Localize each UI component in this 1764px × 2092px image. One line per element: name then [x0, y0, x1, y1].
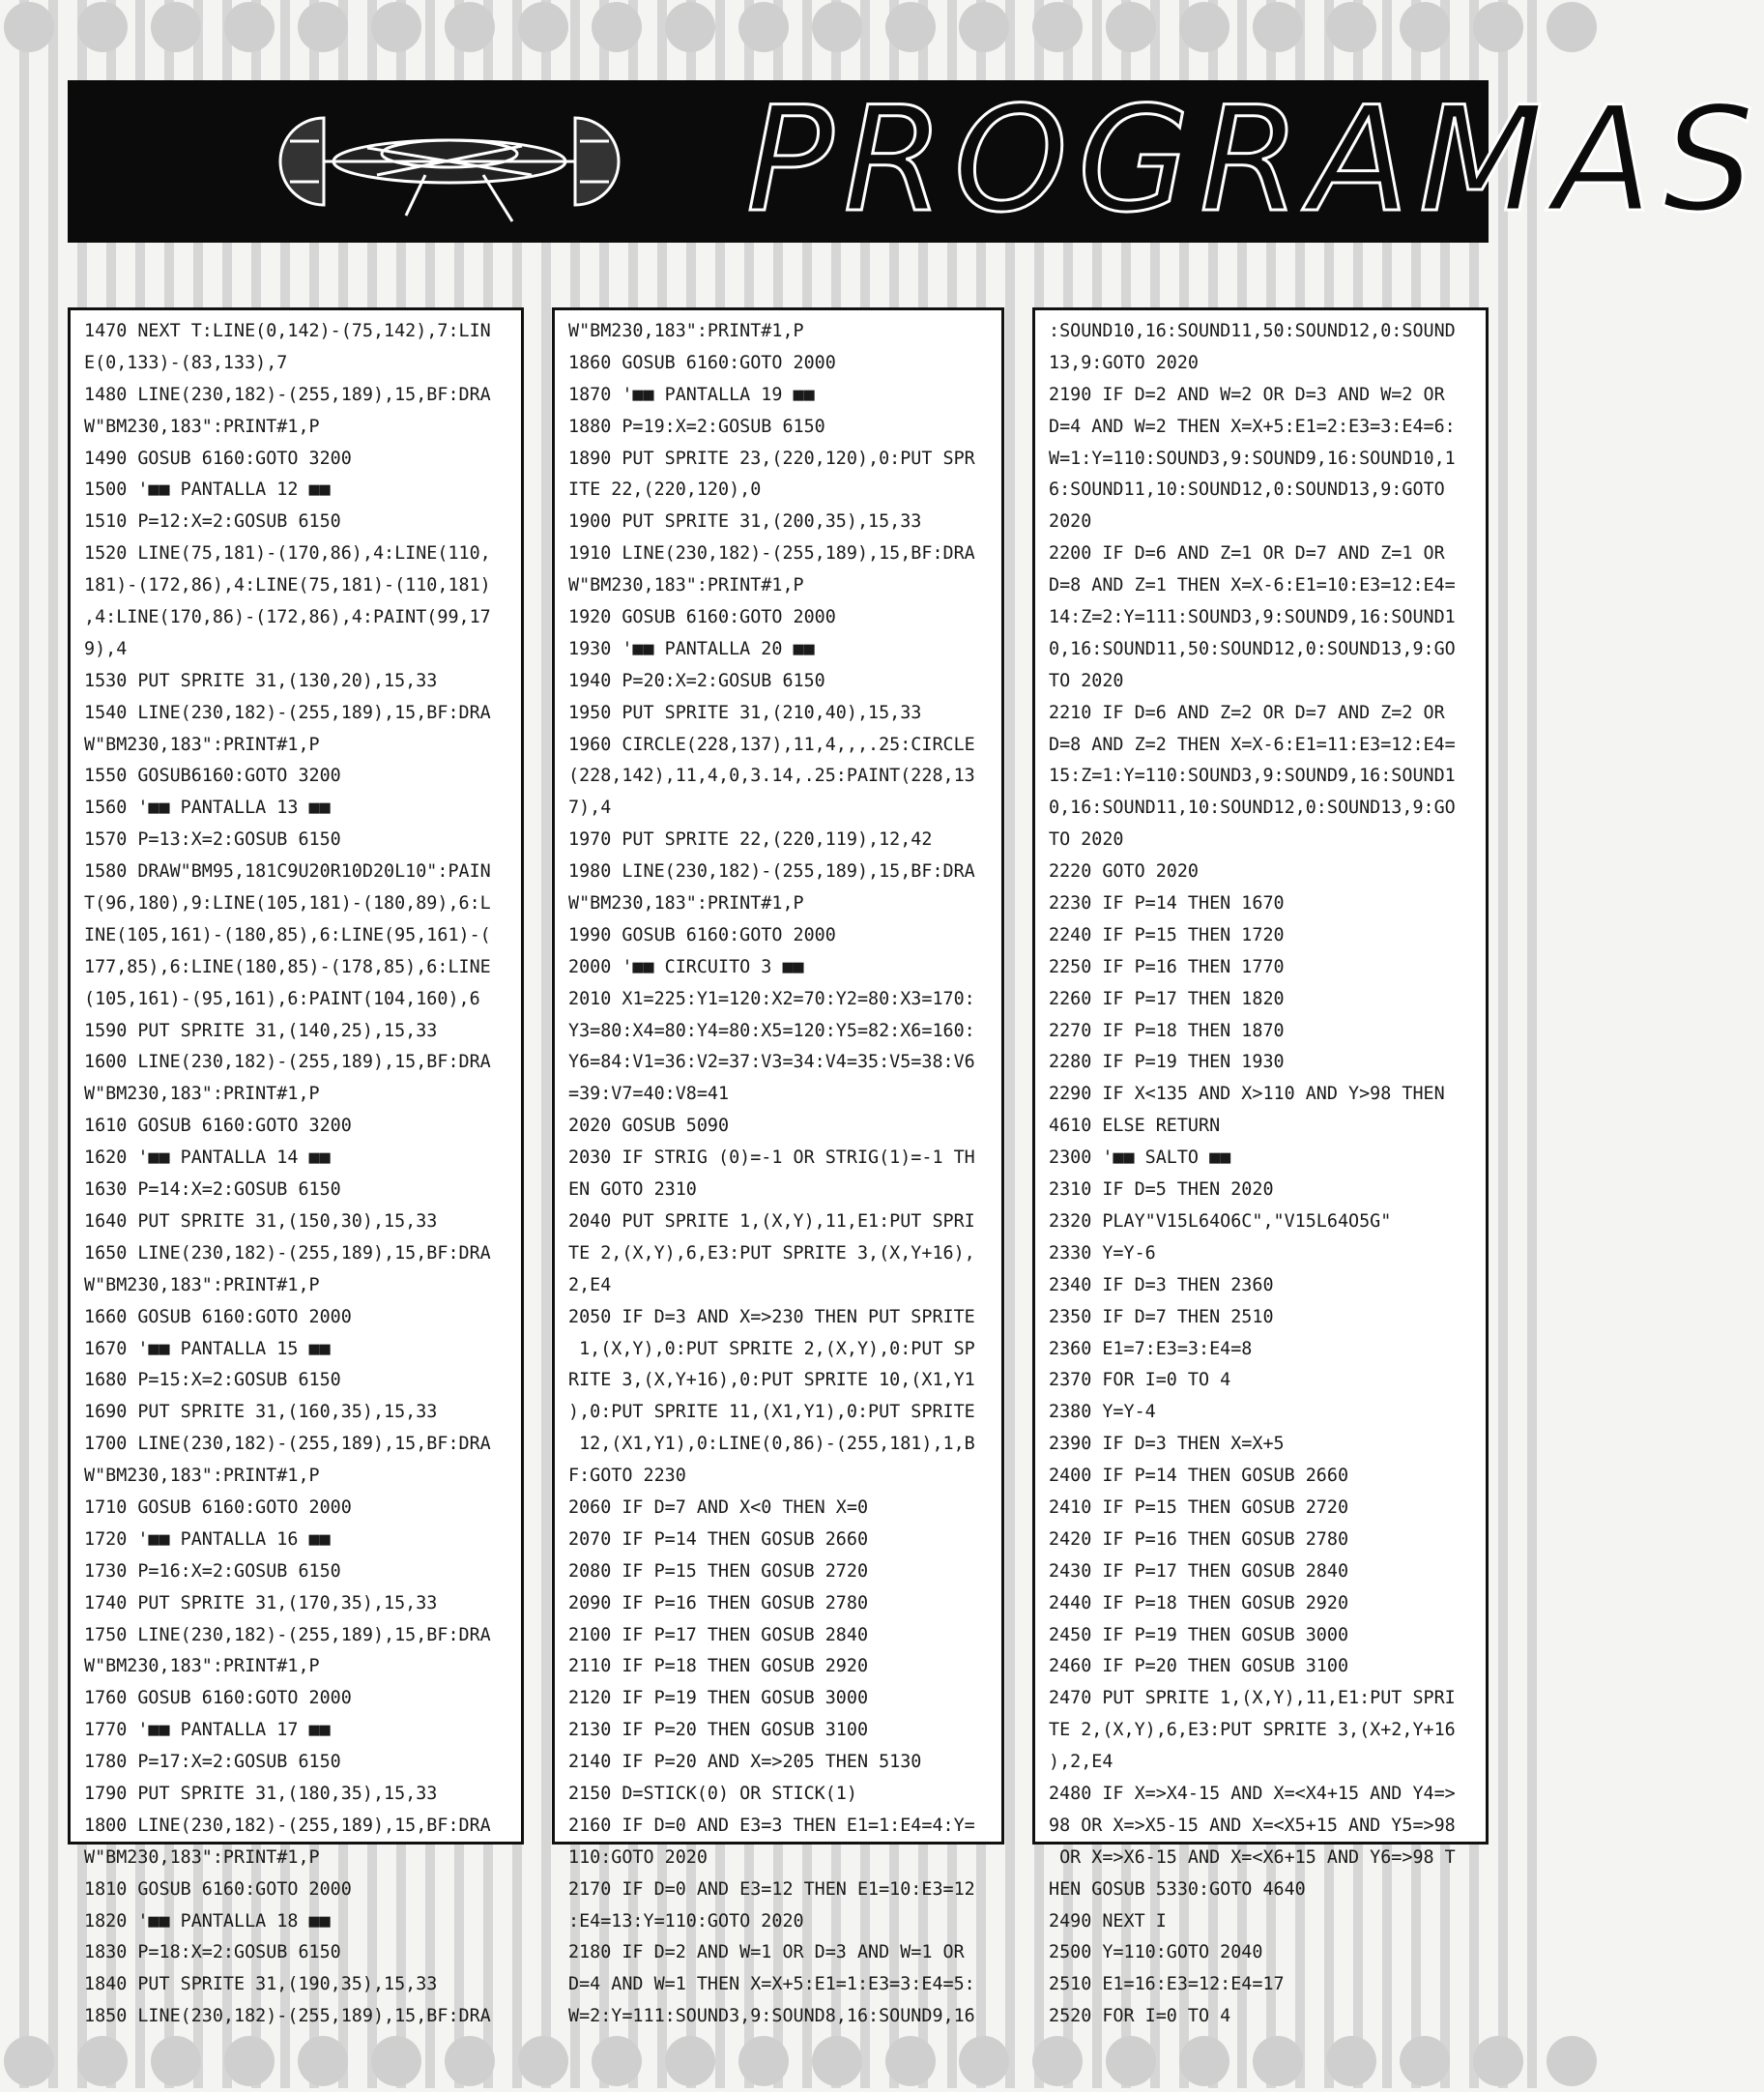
code-line: 2130 IF P=20 THEN GOSUB 3100: [568, 1720, 869, 1741]
code-line: 2010 X1=225:Y1=120:X2=70:Y2=80:X3=170:: [568, 988, 975, 1009]
code-line: 2360 E1=7:E3=3:E4=8: [1049, 1338, 1253, 1359]
code-line: 1970 PUT SPRITE 22,(220,119),12,42: [568, 829, 933, 851]
code-line: 2370 FOR I=0 TO 4: [1049, 1370, 1231, 1391]
code-line: 2060 IF D=7 AND X<0 THEN X=0: [568, 1496, 869, 1518]
code-line: 1840 PUT SPRITE 31,(190,35),15,33: [84, 1974, 438, 1995]
spaceship-illustration: [242, 98, 657, 225]
code-line: 2250 IF P=16 THEN 1770: [1049, 956, 1285, 977]
code-line: 1710 GOSUB 6160:GOTO 2000: [84, 1496, 352, 1518]
punch-hole-dot: [224, 2036, 275, 2086]
code-line: 2400 IF P=14 THEN GOSUB 2660: [1049, 1466, 1349, 1487]
code-line: 0,16:SOUND11,10:SOUND12,0:SOUND13,9:GO: [1049, 798, 1456, 819]
code-line: 1760 GOSUB 6160:GOTO 2000: [84, 1688, 352, 1709]
punch-hole-dot: [4, 2, 54, 52]
code-line: 2300 '■■ SALTO ■■: [1049, 1148, 1231, 1169]
code-line: INE(105,161)-(180,85),6:LINE(95,161)-(: [84, 924, 491, 945]
punch-hole-dot: [371, 2036, 421, 2086]
code-line: 1940 P=20:X=2:GOSUB 6150: [568, 670, 825, 691]
code-line: 12,(X1,Y1),0:LINE(0,86)-(255,181),1,B: [568, 1434, 975, 1455]
code-line: 2260 IF P=17 THEN 1820: [1049, 988, 1285, 1009]
code-line: W"BM230,183":PRINT#1,P: [84, 1466, 320, 1487]
code-line: 2020: [1049, 511, 1092, 533]
code-line: 1660 GOSUB 6160:GOTO 2000: [84, 1306, 352, 1327]
punch-hole-dot: [1032, 2036, 1083, 2086]
code-line: E(0,133)-(83,133),7: [84, 352, 288, 373]
punch-hole-dot: [298, 2, 348, 52]
code-line: 110:GOTO 2020: [568, 1846, 708, 1868]
code-line: 2460 IF P=20 THEN GOSUB 3100: [1049, 1656, 1349, 1677]
code-line: ),2,E4: [1049, 1752, 1113, 1773]
code-line: 2520 FOR I=0 TO 4: [1049, 2006, 1231, 2027]
code-line: 2030 IF STRIG (0)=-1 OR STRIG(1)=-1 TH: [568, 1148, 975, 1169]
code-line: 1,(X,Y),0:PUT SPRITE 2,(X,Y),0:PUT SP: [568, 1338, 975, 1359]
code-line: 1750 LINE(230,182)-(255,189),15,BF:DRA: [84, 1624, 491, 1645]
code-line: 1960 CIRCLE(228,137),11,4,,,.25:CIRCLE: [568, 734, 975, 755]
code-line: 1480 LINE(230,182)-(255,189),15,BF:DRA: [84, 384, 491, 405]
code-line: 1570 P=13:X=2:GOSUB 6150: [84, 829, 341, 851]
punch-hole-dot: [151, 2036, 201, 2086]
code-line: 1520 LINE(75,181)-(170,86),4:LINE(110,: [84, 543, 491, 565]
code-line: TE 2,(X,Y),6,E3:PUT SPRITE 3,(X,Y+16),: [568, 1242, 975, 1264]
punch-hole-dot: [77, 2036, 128, 2086]
code-line: 1630 P=14:X=2:GOSUB 6150: [84, 1179, 341, 1201]
code-line: F:GOTO 2230: [568, 1466, 686, 1487]
code-line: W"BM230,183":PRINT#1,P: [84, 1084, 320, 1105]
code-line: (228,142),11,4,0,3.14,.25:PAINT(228,13: [568, 766, 975, 787]
code-line: 2380 Y=Y-4: [1049, 1402, 1156, 1423]
punch-hole-dot: [518, 2036, 568, 2086]
code-line: 7),4: [568, 798, 612, 819]
code-line: 15:Z=1:Y=110:SOUND3,9:SOUND9,16:SOUND1: [1049, 766, 1456, 787]
code-line: RITE 3,(X,Y+16),0:PUT SPRITE 10,(X1,Y1: [568, 1370, 975, 1391]
code-line: D=8 AND Z=2 THEN X=X-6:E1=11:E3=12:E4=: [1049, 734, 1456, 755]
code-line: 2410 IF P=15 THEN GOSUB 2720: [1049, 1496, 1349, 1518]
code-line: 1910 LINE(230,182)-(255,189),15,BF:DRA: [568, 543, 975, 565]
code-line: 14:Z=2:Y=111:SOUND3,9:SOUND9,16:SOUND1: [1049, 607, 1456, 628]
punch-hole-dot: [1179, 2036, 1229, 2086]
code-line: 98 OR X=>X5-15 AND X=<X5+15 AND Y5=>98: [1049, 1815, 1456, 1836]
top-dot-row: [0, 0, 1548, 68]
code-line: 1880 P=19:X=2:GOSUB 6150: [568, 416, 825, 437]
code-line: 2040 PUT SPRITE 1,(X,Y),11,E1:PUT SPRI: [568, 1210, 975, 1232]
code-line: (105,161)-(95,161),6:PAINT(104,160),6: [84, 988, 480, 1009]
code-line: 1500 '■■ PANTALLA 12 ■■: [84, 479, 331, 501]
code-line: W=1:Y=110:SOUND3,9:SOUND9,16:SOUND10,1: [1049, 448, 1456, 469]
code-line: 2440 IF P=18 THEN GOSUB 2920: [1049, 1592, 1349, 1613]
code-line: 2490 NEXT I: [1049, 1910, 1167, 1932]
punch-hole-dot: [885, 2036, 936, 2086]
code-line: OR X=>X6-15 AND X=<X6+15 AND Y6=>98 T: [1049, 1846, 1456, 1868]
code-line: 1930 '■■ PANTALLA 20 ■■: [568, 638, 815, 659]
punch-hole-dot: [1253, 2, 1303, 52]
punch-hole-dot: [1032, 2, 1083, 52]
punch-hole-dot: [445, 2036, 495, 2086]
code-line: ),0:PUT SPRITE 11,(X1,Y1),0:PUT SPRITE: [568, 1402, 975, 1423]
code-line: 2420 IF P=16 THEN GOSUB 2780: [1049, 1528, 1349, 1550]
code-line: 1550 GOSUB6160:GOTO 3200: [84, 766, 341, 787]
code-line: 2240 IF P=15 THEN 1720: [1049, 924, 1285, 945]
punch-hole-dot: [665, 2, 715, 52]
code-line: W"BM230,183":PRINT#1,P: [84, 1656, 320, 1677]
code-line: 1860 GOSUB 6160:GOTO 2000: [568, 352, 836, 373]
code-line: D=8 AND Z=1 THEN X=X-6:E1=10:E3=12:E4=: [1049, 575, 1456, 596]
code-line: 1990 GOSUB 6160:GOTO 2000: [568, 924, 836, 945]
punch-hole-dot: [959, 2, 1009, 52]
punch-hole-dot: [1326, 2, 1376, 52]
code-line: 2100 IF P=17 THEN GOSUB 2840: [568, 1624, 869, 1645]
code-line: 2190 IF D=2 AND W=2 OR D=3 AND W=2 OR: [1049, 384, 1445, 405]
code-line: ,4:LINE(170,86)-(172,86),4:PAINT(99,17: [84, 607, 491, 628]
punch-hole-dot: [592, 2036, 642, 2086]
punch-hole-dot: [1179, 2, 1229, 52]
code-line: W=2:Y=111:SOUND3,9:SOUND8,16:SOUND9,16: [568, 2006, 975, 2027]
code-line: 1810 GOSUB 6160:GOTO 2000: [84, 1878, 352, 1900]
code-line: W"BM230,183":PRINT#1,P: [84, 1274, 320, 1295]
code-line: 1590 PUT SPRITE 31,(140,25),15,33: [84, 1020, 438, 1041]
page-title: PROGRAMAS: [746, 76, 1764, 245]
code-line: 2080 IF P=15 THEN GOSUB 2720: [568, 1560, 869, 1582]
code-line: W"BM230,183":PRINT#1,P: [568, 321, 804, 341]
code-line: 2470 PUT SPRITE 1,(X,Y),11,E1:PUT SPRI: [1049, 1688, 1456, 1709]
code-line: 181)-(172,86),4:LINE(75,181)-(110,181): [84, 575, 491, 596]
code-line: 1490 GOSUB 6160:GOTO 3200: [84, 448, 352, 469]
code-line: 1790 PUT SPRITE 31,(180,35),15,33: [84, 1783, 438, 1804]
code-line: 2140 IF P=20 AND X=>205 THEN 5130: [568, 1752, 922, 1773]
code-line: 177,85),6:LINE(180,85)-(178,85),6:LINE: [84, 956, 491, 977]
code-line: 2090 IF P=16 THEN GOSUB 2780: [568, 1592, 869, 1613]
code-line: =39:V7=40:V8=41: [568, 1084, 730, 1105]
code-line: 2430 IF P=17 THEN GOSUB 2840: [1049, 1560, 1349, 1582]
code-line: 2230 IF P=14 THEN 1670: [1049, 893, 1285, 915]
code-line: 2,E4: [568, 1274, 612, 1295]
code-line: 2390 IF D=3 THEN X=X+5: [1049, 1434, 1285, 1455]
code-line: 2070 IF P=14 THEN GOSUB 2660: [568, 1528, 869, 1550]
code-line: 2480 IF X=>X4-15 AND X=<X4+15 AND Y4=>: [1049, 1783, 1456, 1804]
code-line: 1470 NEXT T:LINE(0,142)-(75,142),7:LIN: [84, 321, 491, 341]
code-line: W"BM230,183":PRINT#1,P: [84, 1846, 320, 1868]
code-line: D=4 AND W=2 THEN X=X+5:E1=2:E3=3:E4=6:: [1049, 416, 1456, 437]
punch-hole-dot: [665, 2036, 715, 2086]
code-line: 1700 LINE(230,182)-(255,189),15,BF:DRA: [84, 1434, 491, 1455]
code-line: 1730 P=16:X=2:GOSUB 6150: [84, 1560, 341, 1582]
code-line: 1640 PUT SPRITE 31,(150,30),15,33: [84, 1210, 438, 1232]
code-line: W"BM230,183":PRINT#1,P: [84, 416, 320, 437]
punch-hole-dot: [812, 2036, 862, 2086]
code-line: 1620 '■■ PANTALLA 14 ■■: [84, 1148, 331, 1169]
code-line: 1580 DRAW"BM95,181C9U20R10D20L10":PAIN: [84, 861, 491, 883]
punch-hole-dot: [1400, 2, 1450, 52]
code-line: 2350 IF D=7 THEN 2510: [1049, 1306, 1274, 1327]
code-line: 2310 IF D=5 THEN 2020: [1049, 1179, 1274, 1201]
code-line: 2290 IF X<135 AND X>110 AND Y>98 THEN: [1049, 1084, 1445, 1105]
punch-hole-dot: [224, 2, 275, 52]
code-line: W"BM230,183":PRINT#1,P: [568, 575, 804, 596]
punch-hole-dot: [1473, 2036, 1523, 2086]
punch-hole-dot: [1106, 2036, 1156, 2086]
code-line: TO 2020: [1049, 829, 1124, 851]
punch-hole-dot: [592, 2, 642, 52]
code-line: 2000 '■■ CIRCUITO 3 ■■: [568, 956, 804, 977]
code-line: 2280 IF P=19 THEN 1930: [1049, 1052, 1285, 1073]
code-line: D=4 AND W=1 THEN X=X+5:E1=1:E3=3:E4=5:: [568, 1974, 975, 1995]
code-line: 0,16:SOUND11,50:SOUND12,0:SOUND13,9:GO: [1049, 638, 1456, 659]
punch-hole-dot: [518, 2, 568, 52]
punch-hole-dot: [738, 2, 789, 52]
code-line: 2450 IF P=19 THEN GOSUB 3000: [1049, 1624, 1349, 1645]
code-line: :E4=13:Y=110:GOTO 2020: [568, 1910, 804, 1932]
code-line: 2210 IF D=6 AND Z=2 OR D=7 AND Z=2 OR: [1049, 702, 1445, 723]
listing-column-3: [1032, 307, 1489, 2027]
punch-hole-dot: [151, 2, 201, 52]
code-line: 2020 GOSUB 5090: [568, 1116, 730, 1137]
code-line: 1830 P=18:X=2:GOSUB 6150: [84, 1942, 341, 1963]
code-line: HEN GOSUB 5330:GOTO 4640: [1049, 1878, 1306, 1900]
code-line: 1820 '■■ PANTALLA 18 ■■: [84, 1910, 331, 1932]
punch-hole-dot: [1547, 2, 1597, 52]
code-line: 2340 IF D=3 THEN 2360: [1049, 1274, 1274, 1295]
code-line: 1890 PUT SPRITE 23,(220,120),0:PUT SPR: [568, 448, 975, 469]
code-line: 1780 P=17:X=2:GOSUB 6150: [84, 1752, 341, 1773]
code-line: 13,9:GOTO 2020: [1049, 352, 1200, 373]
code-line: Y3=80:X4=80:Y4=80:X5=120:Y5=82:X6=160:: [568, 1020, 975, 1041]
code-line: TO 2020: [1049, 670, 1124, 691]
code-line: 1510 P=12:X=2:GOSUB 6150: [84, 511, 341, 533]
code-line: 2270 IF P=18 THEN 1870: [1049, 1020, 1285, 1041]
code-line: 2180 IF D=2 AND W=1 OR D=3 AND W=1 OR: [568, 1942, 965, 1963]
code-line: 2200 IF D=6 AND Z=1 OR D=7 AND Z=1 OR: [1049, 543, 1445, 565]
code-line: 2170 IF D=0 AND E3=12 THEN E1=10:E3=12: [568, 1878, 975, 1900]
code-line: 1650 LINE(230,182)-(255,189),15,BF:DRA: [84, 1242, 491, 1264]
punch-hole-dot: [959, 2036, 1009, 2086]
punch-hole-dot: [1547, 2036, 1597, 2086]
punch-hole-dot: [1253, 2036, 1303, 2086]
code-line: 1670 '■■ PANTALLA 15 ■■: [84, 1338, 331, 1359]
code-line: TE 2,(X,Y),6,E3:PUT SPRITE 3,(X+2,Y+16: [1049, 1720, 1456, 1741]
code-line: 1680 P=15:X=2:GOSUB 6150: [84, 1370, 341, 1391]
code-line: 1900 PUT SPRITE 31,(200,35),15,33: [568, 511, 922, 533]
code-line: 1950 PUT SPRITE 31,(210,40),15,33: [568, 702, 922, 723]
code-line: 1800 LINE(230,182)-(255,189),15,BF:DRA: [84, 1815, 491, 1836]
punch-hole-dot: [1400, 2036, 1450, 2086]
punch-hole-dot: [1326, 2036, 1376, 2086]
code-line: W"BM230,183":PRINT#1,P: [568, 893, 804, 915]
punch-hole-dot: [77, 2, 128, 52]
code-line: 2120 IF P=19 THEN GOSUB 3000: [568, 1688, 869, 1709]
code-line: 1610 GOSUB 6160:GOTO 3200: [84, 1116, 352, 1137]
code-line: 2150 D=STICK(0) OR STICK(1): [568, 1783, 857, 1804]
code-line: 1920 GOSUB 6160:GOTO 2000: [568, 607, 836, 628]
listing-column-2: [552, 307, 1004, 2027]
code-line: 1600 LINE(230,182)-(255,189),15,BF:DRA: [84, 1052, 491, 1073]
bottom-dot-row: [0, 2024, 1548, 2092]
code-line: 1560 '■■ PANTALLA 13 ■■: [84, 798, 331, 819]
code-line: Y6=84:V1=36:V2=37:V3=34:V4=35:V5=38:V6: [568, 1052, 975, 1073]
code-line: 2110 IF P=18 THEN GOSUB 2920: [568, 1656, 869, 1677]
code-line: :SOUND10,16:SOUND11,50:SOUND12,0:SOUND: [1049, 321, 1456, 341]
punch-hole-dot: [298, 2036, 348, 2086]
punch-hole-dot: [885, 2, 936, 52]
code-line: 1850 LINE(230,182)-(255,189),15,BF:DRA: [84, 2006, 491, 2027]
code-line: 2330 Y=Y-6: [1049, 1242, 1156, 1264]
code-line: 6:SOUND11,10:SOUND12,0:SOUND13,9:GOTO: [1049, 479, 1445, 501]
code-line: W"BM230,183":PRINT#1,P: [84, 734, 320, 755]
code-line: ITE 22,(220,120),0: [568, 479, 762, 501]
code-line: 1530 PUT SPRITE 31,(130,20),15,33: [84, 670, 438, 691]
header-banner: [68, 76, 1764, 245]
punch-hole-dot: [738, 2036, 789, 2086]
code-line: 1540 LINE(230,182)-(255,189),15,BF:DRA: [84, 702, 491, 723]
punch-hole-dot: [4, 2036, 54, 2086]
punch-hole-dot: [812, 2, 862, 52]
code-line: 1690 PUT SPRITE 31,(160,35),15,33: [84, 1402, 438, 1423]
code-line: 1870 '■■ PANTALLA 19 ■■: [568, 384, 815, 405]
code-line: 2320 PLAY"V15L64O6C","V15L64O5G": [1049, 1210, 1392, 1232]
code-line: 2510 E1=16:E3=12:E4=17: [1049, 1974, 1285, 1995]
code-line: EN GOTO 2310: [568, 1179, 697, 1201]
listing-column-1: [68, 307, 524, 2027]
code-line: 2050 IF D=3 AND X=>230 THEN PUT SPRITE: [568, 1306, 975, 1327]
code-line: 9),4: [84, 638, 128, 659]
punch-hole-dot: [1473, 2, 1523, 52]
code-line: 2500 Y=110:GOTO 2040: [1049, 1942, 1263, 1963]
code-line: T(96,180),9:LINE(105,181)-(180,89),6:L: [84, 893, 491, 915]
code-line: 1770 '■■ PANTALLA 17 ■■: [84, 1720, 331, 1741]
code-line: 2160 IF D=0 AND E3=3 THEN E1=1:E4=4:Y=: [568, 1815, 975, 1836]
code-line: 2220 GOTO 2020: [1049, 861, 1200, 883]
punch-hole-dot: [371, 2, 421, 52]
code-line: 1740 PUT SPRITE 31,(170,35),15,33: [84, 1592, 438, 1613]
code-line: 1720 '■■ PANTALLA 16 ■■: [84, 1528, 331, 1550]
code-line: 1980 LINE(230,182)-(255,189),15,BF:DRA: [568, 861, 975, 883]
punch-hole-dot: [445, 2, 495, 52]
code-line: 4610 ELSE RETURN: [1049, 1116, 1221, 1137]
punch-hole-dot: [1106, 2, 1156, 52]
